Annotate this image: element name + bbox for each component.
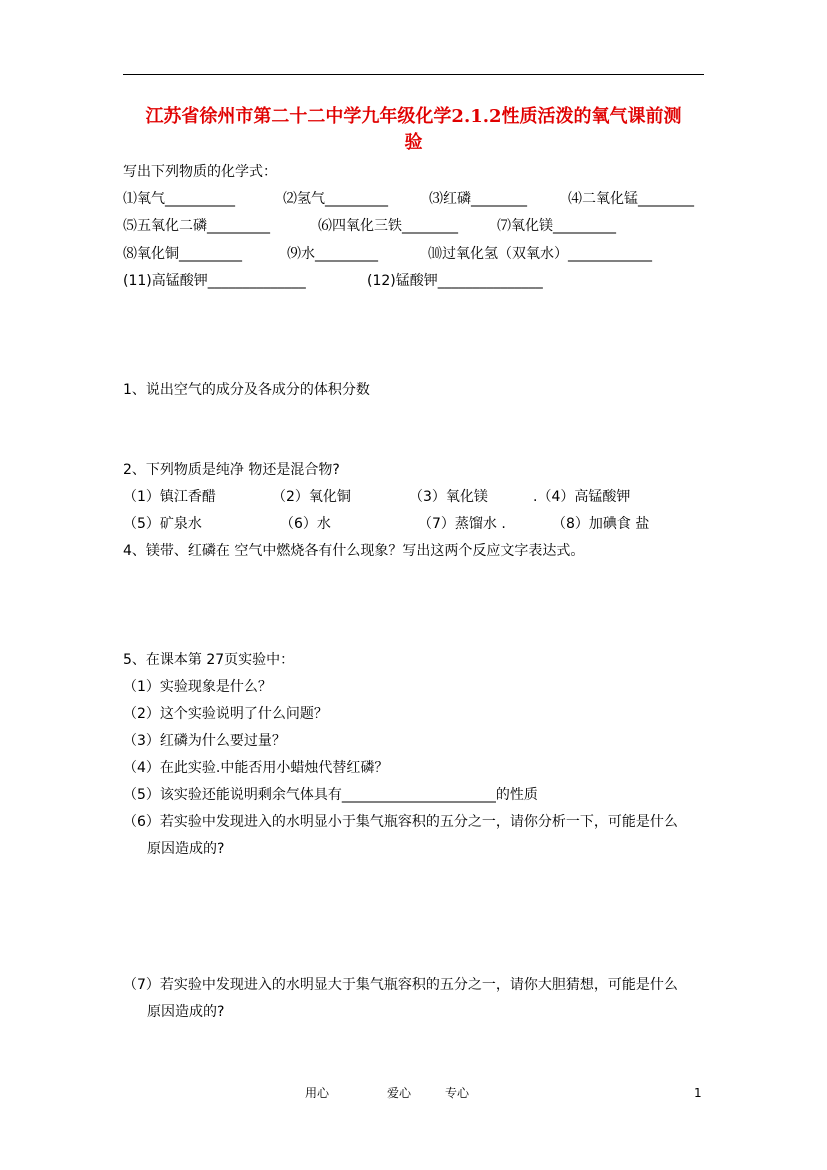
formula-item-hydrogen-peroxide: ⑽过氧化氢（双氧水）____________ [428,246,652,262]
footer-item-3: 专心 [445,1086,470,1100]
page-number: 1 [694,1086,702,1100]
formula-item-potassium-permanganate: (11)高锰酸钾______________ [123,273,306,289]
formula-heading: 写出下列物质的化学式： [123,164,277,180]
q5-sub-7: （7）若实验中发现进入的水明显大于集气瓶容积的五分之一，请你大胆猜想，可能是什么 [123,977,678,993]
formula-item-water: ⑼水_________ [287,246,378,262]
question-5: 5、在课本第 27页实验中： [123,652,295,668]
q2-option-3: （3）氧化镁 [409,489,488,505]
formula-item-magnesium-oxide: ⑺氧化镁_________ [497,218,616,234]
q5-sub-6: （6）若实验中发现进入的水明显小于集气瓶容积的五分之一，请你分析一下，可能是什么 [123,814,678,830]
formula-item-manganese-dioxide: ⑷二氧化锰________ [568,191,694,207]
question-1: 1、说出空气的成分及各成分的体积分数 [123,382,370,398]
q2-option-2: （2）氧化铜 [272,489,351,505]
formula-item-hydrogen: ⑵氢气_________ [283,191,388,207]
question-4: 4、镁带、红磷在 空气中燃烧各有什么现象？写出这两个反应文字表达式。 [123,543,585,559]
q5-sub-6-continued: 原因造成的? [147,841,225,857]
q2-option-7: （7）蒸馏水 . [418,516,506,532]
question-2: 2、下列物质是纯净 物还是混合物? [123,462,340,478]
q5-sub-4: （4）在此实验.中能否用小蜡烛代替红磷？ [123,760,389,776]
footer-item-2: 爱心 [387,1086,412,1100]
formula-item-phosphorus-pentoxide: ⑸五氧化二磷_________ [123,218,270,234]
q5-sub-1: （1）实验现象是什么？ [123,679,272,695]
formula-item-red-phosphorus: ⑶红磷________ [429,191,527,207]
formula-item-oxygen: ⑴氧气__________ [123,191,235,207]
page-title-line-2: 验 [404,132,423,153]
formula-item-iron-oxide: ⑹四氧化三铁________ [318,218,458,234]
page-title-line-1: 江苏省徐州市第二十二中学九年级化学2.1.2性质活泼的氧气课前测 [145,106,682,127]
q2-option-1: （1）镇江香醋 [123,489,216,505]
footer-item-1: 用心 [305,1086,330,1100]
q5-sub-5: （5）该实验还能说明剩余气体具有______________________的性质 [123,787,538,803]
q2-option-5: （5）矿泉水 [123,516,202,532]
q2-option-4: .（4）高锰酸钾 [533,489,631,505]
formula-item-copper-oxide: ⑻氧化铜_________ [123,246,242,262]
formula-item-potassium-manganate: (12)锰酸钾_______________ [367,273,543,289]
q2-option-6: （6）水 [280,516,331,532]
header-rule [123,74,704,75]
q2-option-8: （8）加碘食 盐 [552,516,650,532]
q5-sub-2: （2）这个实验说明了什么问题？ [123,706,328,722]
q5-sub-3: （3）红磷为什么要过量？ [123,733,286,749]
q5-sub-7-continued: 原因造成的? [147,1004,225,1020]
